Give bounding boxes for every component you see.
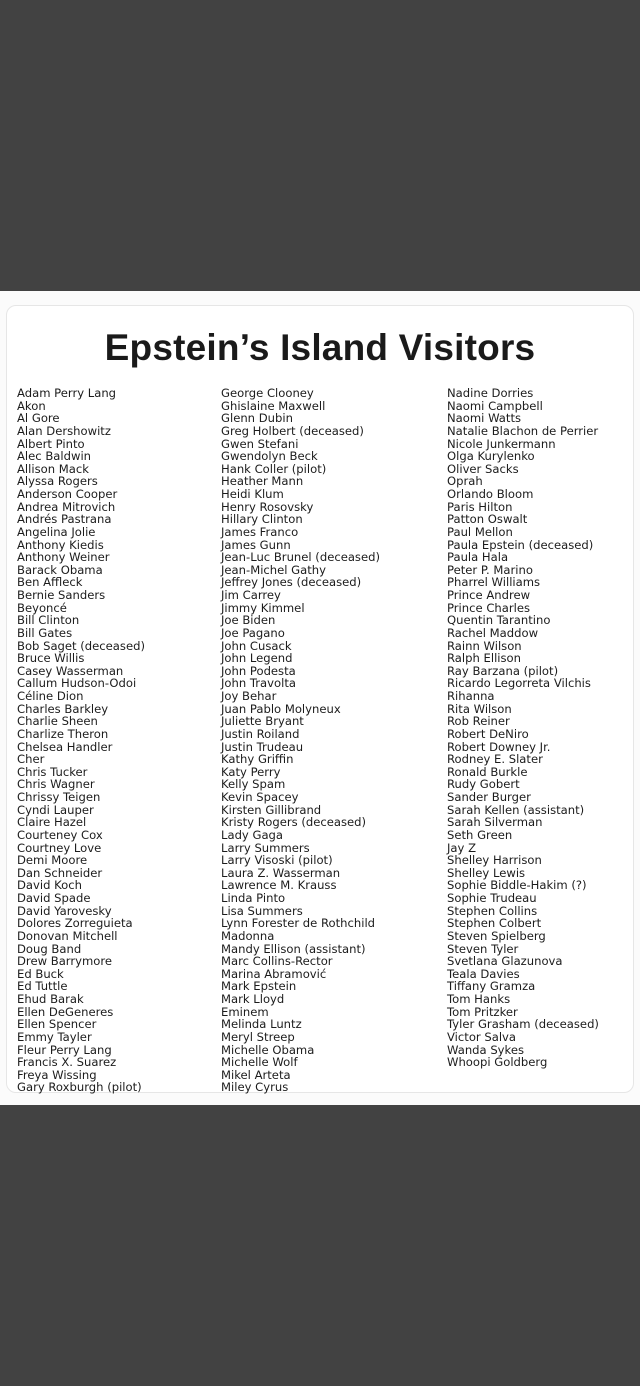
list-item: Rainn Wilson [447,638,522,653]
list-item: Emmy Tayler [17,1029,92,1044]
list-item: Hank Coller (pilot) [221,461,327,476]
list-item: David Koch [17,878,82,893]
list-item: Bruce Willis [17,651,85,666]
list-item: Patton Oswalt [447,512,528,527]
list-item: John Podesta [221,663,296,678]
list-item: Steven Spielberg [447,928,546,943]
list-item: Rihanna [447,689,495,703]
list-item: Juan Pablo Molyneux [221,701,341,716]
list-item: Chrissy Teigen [17,790,101,804]
list-item: Jim Carrey [221,588,281,602]
list-item: Stephen Colbert [447,916,542,931]
list-item: Ricardo Legorreta Vilchis [447,676,591,691]
list-item: Kevin Spacey [221,790,299,804]
list-item: Anderson Cooper [17,487,118,501]
list-item: Dolores Zorreguieta [17,916,133,931]
list-item: Ghislaine Maxwell [221,398,326,413]
list-item: Marc Collins-Rector [221,954,333,969]
list-item: Linda Pinto [221,891,286,905]
list-item: Teala Davies [447,966,520,981]
list-item: Cher [17,752,45,767]
list-item: Mark Lloyd [221,992,285,1006]
list-item: Justin Roiland [221,726,300,741]
list-item: Lady Gaga [221,827,284,842]
list-item: Mandy Ellison (assistant) [221,941,366,956]
list-item: Charlie Sheen [17,714,98,729]
list-item: Doug Band [17,941,82,956]
list-item: Rob Reiner [447,714,510,729]
list-item: Al Gore [17,411,60,426]
list-item: Naomi Watts [447,411,522,426]
list-item: Robert DeNiro [447,726,529,741]
list-item: John Cusack [221,638,292,653]
list-item: Michelle Wolf [221,1055,298,1070]
list-item: Lynn Forester de Rothchild [221,916,376,931]
list-item: Naomi Campbell [447,398,543,413]
list-item: Michelle Obama [221,1042,315,1057]
list-item: Prince Charles [447,600,531,615]
list-item: Angelina Jolie [17,524,96,539]
list-item: Charles Barkley [17,701,109,716]
list-item: Greg Holbert (deceased) [221,423,364,438]
list-item: Tiffany Gramza [447,979,536,994]
list-item: Jean-Luc Brunel (deceased) [221,550,380,565]
list-item: Jean-Michel Gathy [221,562,327,577]
list-item: Madonna [221,928,275,943]
list-item: Larry Visoski (pilot) [221,853,333,868]
list-item: Fleur Perry Lang [17,1042,112,1057]
list-item: Gwendolyn Beck [221,449,318,464]
list-item: Callum Hudson-Odoi [17,676,137,691]
list-item: Joy Behar [221,689,277,703]
list-item: Rachel Maddow [447,625,539,640]
list-item: Casey Wasserman [17,663,124,678]
list-item: Ed Buck [17,966,64,981]
list-item: Bill Clinton [17,613,80,628]
list-item: Kirsten Gillibrand [221,802,322,817]
list-item: Joe Pagano [221,625,285,640]
list-item: Natalie Blachon de Perrier [447,423,599,438]
list-item: Donovan Mitchell [17,928,118,943]
list-item: Claire Hazel [17,815,87,830]
list-item: Demi Moore [17,853,88,868]
list-item: Jay Z [447,840,477,855]
list-item: Jeffrey Jones (deceased) [221,575,362,590]
list-item: Glenn Dubin [221,411,293,426]
list-item: Miley Cyrus [221,1080,289,1095]
document-title: Epstein’s Island Visitors [104,327,536,368]
list-item: Heidi Klum [221,487,284,501]
list-item: Ellen Spencer [17,1017,97,1032]
list-item: Ralph Ellison [447,651,521,666]
list-item: Paris Hilton [447,499,513,514]
list-item: Rudy Gobert [447,777,520,792]
list-item: Alec Baldwin [17,449,92,464]
list-item: Steven Tyler [447,941,519,956]
list-item: Courteney Cox [17,827,103,842]
list-item: Bill Gates [17,625,73,640]
list-item: Nicole Junkermann [447,436,556,451]
list-item: Jimmy Kimmel [221,600,305,615]
list-item: Ellen DeGeneres [17,1004,114,1019]
list-item: Alyssa Rogers [17,474,98,489]
name-column-2 [221,387,380,1094]
list-item: Bob Saget (deceased) [17,638,145,653]
list-item: Katy Perry [221,764,281,779]
list-item: George Clooney [221,386,314,400]
list-item: Gary Roxburgh (pilot) [17,1080,142,1095]
list-item: Whoopi Goldberg [447,1055,548,1070]
list-item: Oprah [447,474,483,489]
list-item: Ronald Burkle [447,764,528,779]
list-item: Anthony Weiner [17,550,110,565]
list-item: Justin Trudeau [221,739,304,754]
list-item: Peter P. Marino [447,562,533,577]
list-item: Laura Z. Wasserman [221,865,341,880]
list-item: Seth Green [447,827,513,842]
list-item: James Franco [221,524,299,539]
list-item: Nadine Dorries [447,386,534,400]
list-item: Orlando Bloom [447,487,534,501]
list-item: Lisa Summers [221,903,303,918]
list-item: Kelly Spam [221,777,286,792]
list-item: Albert Pinto [17,436,85,451]
list-item: Wanda Sykes [447,1042,525,1057]
list-item: Larry Summers [221,840,310,855]
list-item: Andrea Mitrovich [17,499,116,514]
list-item: Beyoncé [17,600,67,615]
list-item: Paul Mellon [447,524,513,539]
list-item: Kathy Griffin [221,752,294,767]
list-item: Cyndi Lauper [17,802,94,817]
list-item: Paula Hala [447,550,509,565]
document-image [0,291,640,1105]
list-item: Mikel Arteta [221,1067,291,1082]
list-item: Stephen Collins [447,903,538,918]
list-item: Kristy Rogers (deceased) [221,815,367,830]
list-item: Oliver Sacks [447,461,519,476]
list-item: Ed Tuttle [17,979,68,994]
list-item: Chris Wagner [17,777,95,792]
list-item: David Spade [17,891,91,905]
name-column-1 [17,387,145,1094]
list-item: Paula Epstein (deceased) [447,537,594,552]
list-item: Sophie Biddle-Hakim (?) [447,878,587,893]
list-item: Céline Dion [17,689,84,703]
list-item: Ehud Barak [17,992,84,1006]
list-item: Anthony Kiedis [17,537,104,552]
list-item: Henry Rosovsky [221,499,314,514]
list-item: Olga Kurylenko [447,449,535,464]
list-item: David Yarovesky [17,903,112,918]
list-item: Robert Downey Jr. [447,739,551,754]
list-item: Gwen Stefani [221,436,299,451]
list-item: Pharrel Williams [447,575,541,590]
list-item: Courtney Love [17,840,102,855]
list-item: Sarah Silverman [447,815,543,830]
list-item: Chelsea Handler [17,739,113,754]
list-item: Drew Barrymore [17,954,113,969]
list-item: Svetlana Glazunova [447,954,563,969]
list-item: Adam Perry Lang [17,386,117,400]
list-item: Shelley Lewis [447,865,526,880]
list-item: Sarah Kellen (assistant) [447,802,585,817]
list-item: Juliette Bryant [221,714,304,729]
list-item: Heather Mann [221,474,304,489]
list-item: Francis X. Suarez [17,1055,117,1070]
list-item: Lawrence M. Krauss [221,878,337,893]
list-item: Tyler Grasham (deceased) [447,1017,599,1032]
list-item: Charlize Theron [17,726,109,741]
list-item: John Travolta [221,676,296,691]
list-item: Rita Wilson [447,701,512,716]
list-item: Tom Pritzker [447,1004,518,1019]
list-item: Andrés Pastrana [17,512,112,527]
list-item: Victor Salva [447,1029,517,1044]
list-item: Mark Epstein [221,979,297,994]
list-item: Allison Mack [17,461,89,476]
list-item: Eminem [221,1004,269,1019]
name-column-3 [447,387,599,1069]
list-item: Rodney E. Slater [447,752,543,767]
list-item: Ben Affleck [17,575,83,590]
list-item: Hillary Clinton [221,512,303,527]
list-item: Freya Wissing [17,1067,97,1082]
list-item: James Gunn [221,537,291,552]
list-item: Bernie Sanders [17,588,106,602]
list-item: Akon [17,398,46,413]
list-item: Meryl Streep [221,1029,295,1044]
list-item: Sander Burger [447,790,531,804]
list-item: Tom Hanks [447,992,511,1006]
list-item: Melinda Luntz [221,1017,302,1032]
list-item: Barack Obama [17,562,103,577]
list-item: Marina Abramović [221,966,327,981]
list-item: John Legend [221,651,293,666]
list-item: Prince Andrew [447,588,531,602]
list-card [6,305,634,1093]
list-item: Alan Dershowitz [17,423,111,438]
list-item: Shelley Harrison [447,853,542,868]
list-item: Dan Schneider [17,865,103,880]
list-item: Ray Barzana (pilot) [447,663,559,678]
list-item: Joe Biden [221,613,276,628]
list-item: Sophie Trudeau [447,891,537,905]
list-item: Chris Tucker [17,764,88,779]
list-item: Quentin Tarantino [447,613,551,628]
